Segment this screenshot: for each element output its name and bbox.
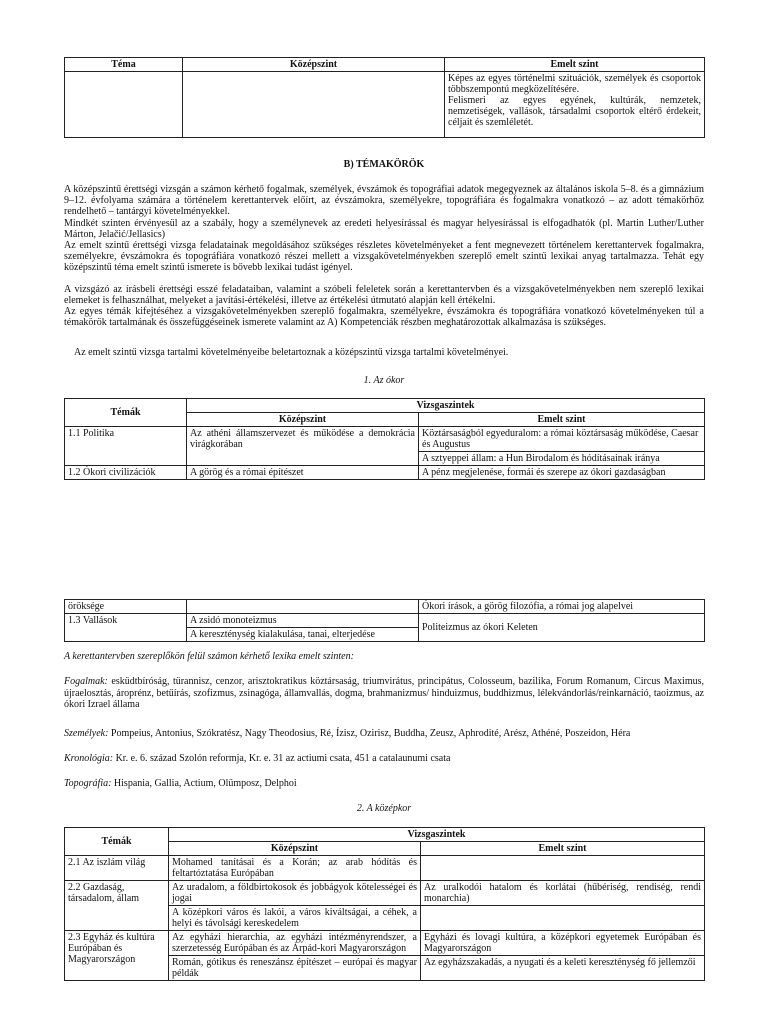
table-row-kozep: Az uradalom, a földbirtokosok és jobbágyok kötelességei és jogai [169, 881, 421, 906]
header-emelt-szint: Emelt szint [421, 842, 705, 856]
table-row-emelt: A pénz megjelenése, formái és szerepe az ókori gazdaságban [419, 466, 705, 480]
chapter-2-title: 2. A középkor [356, 803, 412, 814]
section-b-paragraph-3: Az emelt szintű érettségi vizsga feladatainak megoldásához szükséges részletes követelményeket a fent megnevezett történelem kerettantervek fogalmakra, személyekre, évszámokra és topográfiára vonatkozó részei mellett a vizsgakövetelményekben szereplő emelt szintű lexikai anyag tartalmazza. Tehát egy középszintű téma emelt szintű ismerete is bővebb lexikai tudást igényel. [64, 240, 704, 274]
kronologia-block [64, 753, 704, 765]
fogalmak-label: Fogalmak: [64, 676, 108, 687]
topografia-block [64, 778, 704, 790]
table-row-tema: 2.3 Egyház és kultúra Európában és Magyarországon [65, 931, 169, 981]
section-b-paragraph-6: Az emelt szintű vizsga tartalmi követelményeibe beletartoznak a középszintű vizsga tartalmi követelményei. [74, 347, 509, 358]
emelt-line-1: Képes az egyes történelmi szituációk, személyek és csoportok többszempontú megközelítésére. [448, 73, 701, 95]
szemelyek-block [64, 728, 704, 740]
table-row-kozep: Mohamed tanításai és a Korán; az arab hódítás és feltartóztatása Európában [169, 856, 421, 881]
top-table [64, 57, 705, 138]
table-row-kozep: A zsidó monoteizmus [187, 614, 419, 628]
table-row-emelt: Egyházi és lovagi kultúra, a középkori egyetemek Európában és Magyarországon [421, 931, 705, 956]
header-emelt-szint: Emelt szint [445, 58, 705, 72]
table-row-kozep: Az athéni államszervezet és működése a demokrácia virágkorában [187, 427, 419, 466]
lexika-intro: A kerettantervben szereplőkön felül számon kérhető lexika emelt szinten: [64, 651, 354, 662]
table-row-kozep: Román, gótikus és reneszánsz építészet – európai és magyar példák [169, 956, 421, 981]
section-b-paragraph-5: Az egyes témák kifejtéséhez a vizsgakövetelményekben szereplő fogalmakra, személyekre, évszámokra és topográfiára vonatkozó követelményeken túl a témakörök tartalmának és összefüggéseinek ismerete valamint az A) Kompetenciák részben meghatározottak alkalmazása is szükséges. [64, 306, 704, 329]
header-emelt-szint: Emelt szint [419, 413, 705, 427]
table-row-tema: 1.3 Vallások [65, 614, 187, 642]
chapter-1-table [64, 398, 705, 480]
table-row-emelt [421, 856, 705, 881]
kronologia-text: Kr. e. 6. század Szolón reformja, Kr. e. 31 az actiumi csata, 451 a catalaunumi csata [115, 753, 451, 764]
section-b-paragraph-2: Mindkét szinten érvényesül az a szabály, hogy a személynevek az eredeti helyesírással és magyar helyesírással is elfogadhatók (pl. Martin Luther/Luther Márton, Jelačić/Jellasics) [64, 218, 704, 241]
section-b-paragraph-1: A középszintű érettségi vizsgán a számon kérhető fogalmak, személyek, évszámok és topográfiai adatok megegyeznek az általános iskola 5–8. és a gimnázium 9–12. évfolyama számára a történelem kerettantervek előírt, az évszámokra, személyekre, topográfiára és fogalmakra vonatkozó – az adott témakörhöz rendelhető – tantárgyi követelményekkel. [64, 184, 704, 218]
kozep-cell [183, 72, 445, 138]
emelt-cell [445, 72, 705, 138]
fogalmak-block [64, 676, 704, 711]
header-temak: Témák [65, 828, 169, 856]
table-row-tema: 2.1 Az iszlám világ [65, 856, 169, 881]
header-temak: Témák [65, 399, 187, 427]
table-row-kozep: A görög és a római építészet [187, 466, 419, 480]
table-row-tema: 1.2 Ókori civilizációk [65, 466, 187, 480]
topografia-text: Hispania, Gallia, Actium, Olümposz, Delphoi [113, 778, 297, 789]
section-b-paragraph-4: A vizsgázó az írásbeli érettségi esszé feladataiban, valamint a szóbeli feleletek során a kerettantervben és a vizsgakövetelményekben nem szereplő lexikai elemeket is felhasználhat, melyeket a javítási-értékelési, illetve az értékelési útmutató alapján kell értékelni. [64, 284, 704, 307]
table-row-kozep [187, 600, 419, 614]
header-kozepszint: Középszint [183, 58, 445, 72]
chapter-1-title: 1. Az ókor [363, 375, 405, 386]
table-row-emelt: Politeizmus az ókori Keleten [419, 614, 705, 642]
header-vizsgaszintek: Vizsgaszintek [169, 828, 705, 842]
table-row-kozep: A középkori város és lakói, a város kiváltságai, a céhek, a helyi és távolsági kereskedelem [169, 906, 421, 931]
header-kozepszint: Középszint [187, 413, 419, 427]
kronologia-label: Kronológia: [64, 753, 114, 764]
chapter-1-table-continued [64, 599, 705, 642]
table-row-tema: 1.1 Politika [65, 427, 187, 466]
table-row-emelt: A sztyeppei állam: a Hun Birodalom és hódításainak iránya [419, 452, 705, 466]
table-row-emelt: Az uralkodói hatalom és korlátai (hűbériség, rendiség, rendi monarchia) [421, 881, 705, 906]
emelt-line-2: Felismeri az egyes egyének, kultúrák, nemzetek, nemzetiségek, vallások, társadalmi csoportok eltérő érdekeit, céljait és szemléletét. [448, 95, 701, 128]
table-row-kozep: A kereszténység kialakulása, tanai, elterjedése [187, 628, 419, 642]
szemelyek-text: Pompeius, Antonius, Szókratész, Nagy Theodosius, Ré, Ízisz, Ozirisz, Buddha, Zeusz, Aphrodité, Arész, Athéné, Poszeidon, Héra [110, 728, 631, 739]
szemelyek-label: Személyek: [64, 728, 109, 739]
table-row-tema: öröksége [65, 600, 187, 614]
chapter-2-table [64, 827, 705, 981]
table-row-tema: 2.2 Gazdaság, társadalom, állam [65, 881, 169, 931]
table-row-emelt [421, 906, 705, 931]
table-row-emelt: Köztársaságból egyeduralom: a római köztársaság működése, Caesar és Augustus [419, 427, 705, 452]
table-row-emelt: Ókori írások, a görög filozófia, a római jog alapelvei [419, 600, 705, 614]
table-row-emelt: Az egyházszakadás, a nyugati és a keleti kereszténység fő jellemzői [421, 956, 705, 981]
fogalmak-text: esküdtbíróság, türannisz, cenzor, arisztokratikus köztársaság, triumvirátus, principátus, Colosseum, bazilika, Forum Romanum, Circus Maximus, újraelosztás, ároprénz, betűírás, szofizmus, zsinagóga, államvallás, dogma, brahmanizmus/ hinduizmus, buddhizmus, lélekvándorlás/reinkarnáció, taoizmus, az ókori Izrael állama [64, 676, 704, 710]
section-b-title: B) TÉMAKÖRÖK [343, 159, 425, 170]
topografia-label: Topográfia: [64, 778, 112, 789]
table-row-kozep: Az egyházi hierarchia, az egyházi intézményrendszer, a szerzetesség Európában és az Árpád-kori Magyarországon [169, 931, 421, 956]
header-kozepszint: Középszint [169, 842, 421, 856]
tema-cell [65, 72, 183, 138]
header-vizsgaszintek: Vizsgaszintek [187, 399, 705, 413]
header-tema: Téma [65, 58, 183, 72]
